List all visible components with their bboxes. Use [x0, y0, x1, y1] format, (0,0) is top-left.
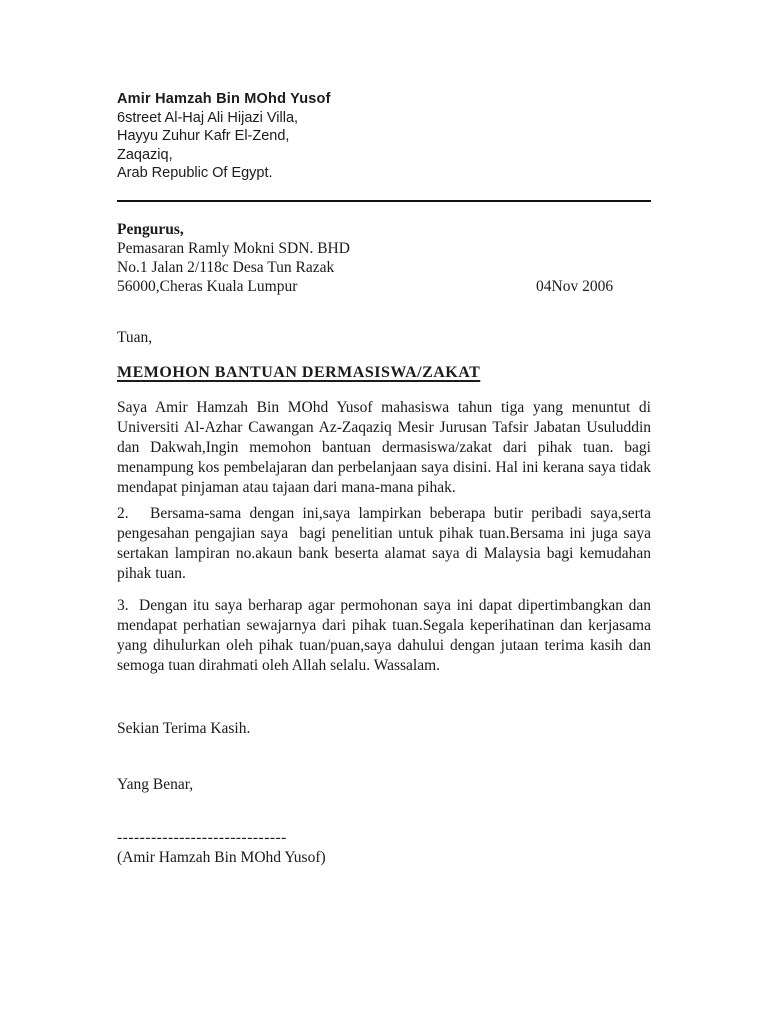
sender-address-block	[117, 90, 651, 183]
closing-sign-off: Yang Benar,	[117, 775, 194, 793]
paragraph-text: Bersama-sama dengan ini,saya lampirkan beberapa butir peribadi saya,serta pengesahan pengajian saya bagi penelitian untuk pihak tuan.Bersama ini juga saya sertakan lampiran no.akaun bank beserta alamat saya di Malaysia bagi kemudahan pihak tuan.	[117, 504, 651, 582]
sender-address-line: Arab Republic Of Egypt.	[117, 165, 273, 181]
paragraph-number: 2.	[117, 504, 129, 522]
paragraph-number: 3.	[117, 596, 129, 614]
recipient-address-line: Pemasaran Ramly Mokni SDN. BHD	[117, 239, 350, 257]
signature-dashed-line: ------------------------------	[117, 828, 287, 846]
recipient-address-block	[117, 220, 651, 296]
header-divider-line	[117, 200, 651, 202]
recipient-address-line: No.1 Jalan 2/118c Desa Tun Razak	[117, 258, 335, 276]
paragraph-text: Dengan itu saya berharap agar permohonan saya ini dapat dipertimbangkan dan mendapat perhatian sewajarnya dari pihak tuan.Segala keperihatinan dan kerjasama yang dihulurkan oleh pihak tuan/puan,saya dahului dengan jutaan terima kasih dan semoga tuan dirahmati oleh Allah selalu. Wassalam.	[117, 596, 651, 674]
body-paragraph-1: Saya Amir Hamzah Bin MOhd Yusof mahasiswa tahun tiga yang menuntut di Universiti Al-Azhar Cawangan Az-Zaqaziq Mesir Jurusan Tafsir Jabatan Usuluddin dan Dakwah,Ingin memohon bantuan dermasiswa/zakat dari pihak tuan. bagi menampung kos pembelajaran dan perbelanjaan saya disini. Hal ini kerana saya tidak mendapat pinjaman atau tajaan dari mana-mana pihak.	[117, 398, 651, 496]
salutation: Tuan,	[117, 328, 153, 346]
recipient-title: Pengurus,	[117, 220, 184, 238]
body-paragraph-3	[117, 596, 651, 676]
sender-address-line: 6street Al-Haj Ali Hijazi Villa,	[117, 109, 299, 126]
body-paragraph-2	[117, 504, 651, 584]
signatory-name: (Amir Hamzah Bin MOhd Yusof)	[117, 848, 326, 866]
letter-date: 04Nov 2006	[536, 277, 614, 295]
recipient-address-line: 56000,Cheras Kuala Lumpur	[117, 277, 298, 295]
recipient-city-date-line	[117, 277, 651, 296]
sender-address-line: Zaqaziq,	[117, 146, 173, 163]
sender-address-line: Hayyu Zuhur Kafr El-Zend,	[117, 128, 290, 144]
closing-thanks: Sekian Terima Kasih.	[117, 719, 251, 737]
subject-line: MEMOHON BANTUAN DERMASISWA/ZAKAT	[117, 363, 481, 381]
sender-name: Amir Hamzah Bin MOhd Yusof	[117, 91, 331, 107]
